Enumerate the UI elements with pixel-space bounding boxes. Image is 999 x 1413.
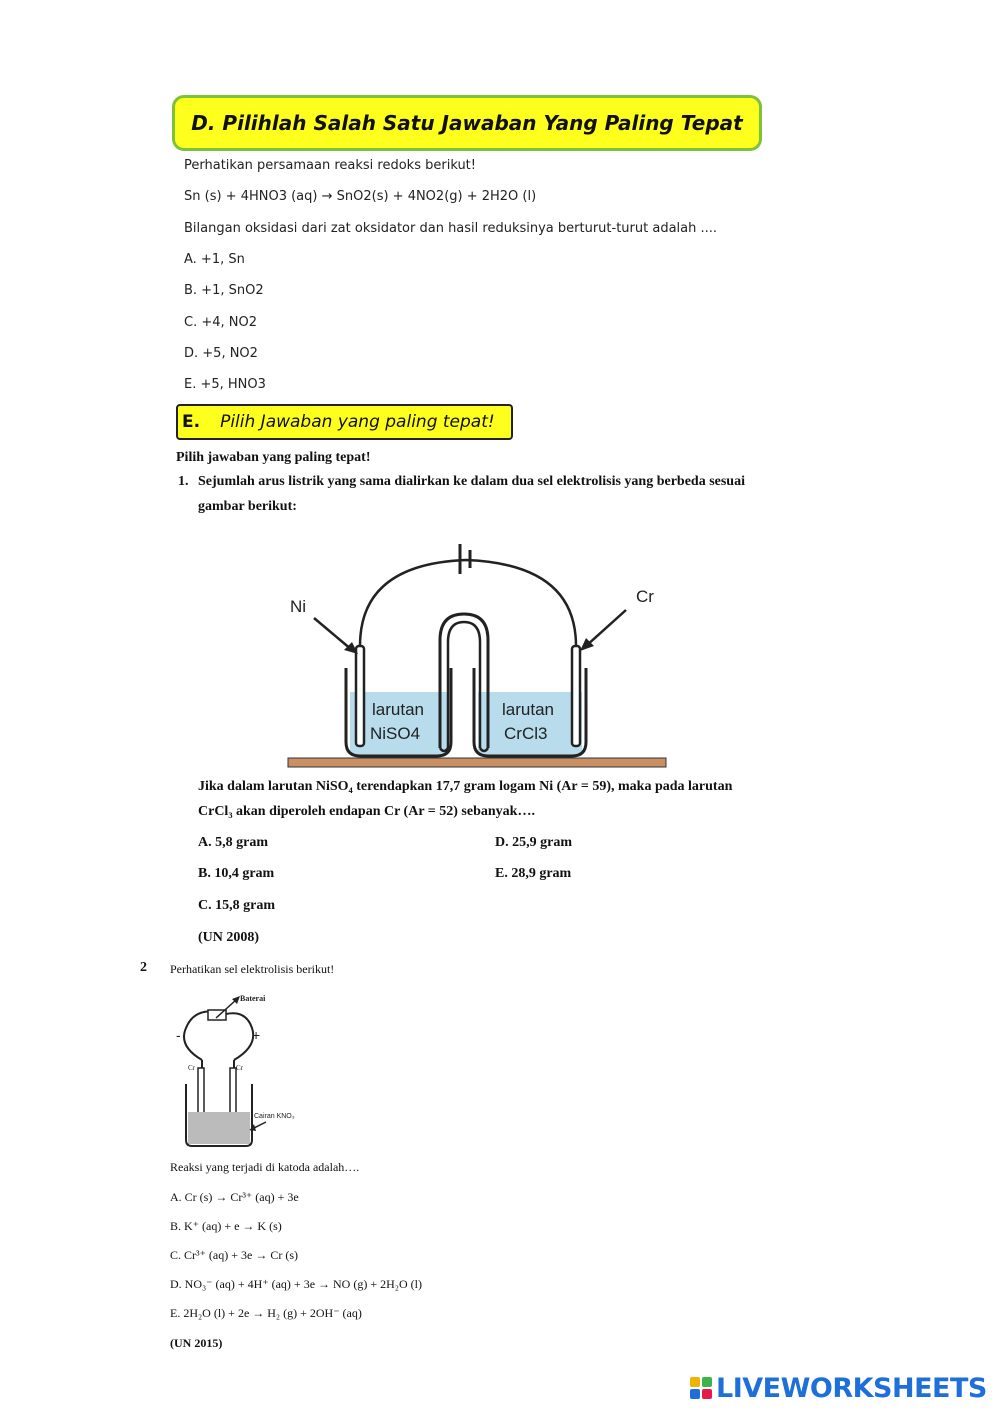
wire	[360, 560, 576, 646]
q2-option-c[interactable]: C. Cr³⁺ (aq) + 3e → Cr (s)	[170, 1248, 299, 1262]
q2-option-b[interactable]: B. K⁺ (aq) + e → K (s)	[170, 1219, 282, 1233]
logo-icon	[690, 1377, 712, 1399]
section-e-title-box	[176, 404, 513, 440]
q2-text: Perhatikan sel elektrolisis berikut!	[170, 962, 335, 976]
section-d-equation: Sn (s) + 4HNO3 (aq) → SnO2(s) + 4NO2(g) + 2H2O (l)	[184, 189, 537, 204]
section-e-subheading: Pilih jawaban yang paling tepat!	[176, 450, 371, 465]
section-d-option-c[interactable]: C. +4, NO2	[184, 315, 257, 330]
q2-question: Reaksi yang terjadi di katoda adalah….	[170, 1160, 360, 1174]
label-liquid: Cairan KNO₃	[254, 1113, 295, 1120]
q1-text-line2: gambar berikut:	[198, 499, 297, 514]
label-sol-right-2: CrCl3	[504, 724, 548, 743]
section-d-option-d[interactable]: D. +5, NO2	[184, 346, 258, 361]
label-minus: -	[176, 1027, 181, 1043]
section-e-title: Pilih Jawaban yang paling tepat!	[220, 412, 495, 432]
q2-option-a[interactable]: A. Cr (s) → Cr³⁺ (aq) + 3e	[170, 1190, 299, 1204]
label-plus: +	[252, 1027, 261, 1043]
q1-text-line4: CrCl₃ akan diperoleh endapan Cr (Ar = 52) sebanyak….	[198, 804, 535, 819]
label-sol-left-1: larutan	[372, 700, 424, 719]
label-cr-left: Cr	[188, 1064, 195, 1072]
q1-text-line1: Sejumlah arus listrik yang sama dialirkan ke dalam dua sel elektrolisis yang berbeda sesuai	[198, 474, 745, 489]
q2-source: (UN 2015)	[170, 1336, 223, 1350]
section-d-option-a[interactable]: A. +1, Sn	[184, 252, 245, 267]
label-cr-right: Cr	[236, 1064, 243, 1072]
q1-option-c[interactable]: C. 15,8 gram	[198, 898, 275, 913]
q1-option-d[interactable]: D. 25,9 gram	[495, 835, 572, 850]
label-ni: Ni	[290, 597, 307, 616]
label-cr: Cr	[636, 587, 654, 606]
label-sol-left-2: NiSO4	[370, 724, 421, 743]
section-d-title: D. Pilihlah Salah Satu Jawaban Yang Paling Tepat	[172, 95, 762, 151]
liquid-kno3	[188, 1112, 250, 1144]
section-d-option-e[interactable]: E. +5, HNO3	[184, 377, 266, 392]
q1-electrolysis-diagram	[280, 540, 680, 772]
logo-text: LIVEWORKSHEETS	[716, 1372, 987, 1404]
liveworksheets-logo	[690, 1371, 990, 1405]
section-e-letter: E.	[182, 412, 201, 432]
q1-option-e[interactable]: E. 28,9 gram	[495, 866, 572, 881]
section-d-question: Bilangan oksidasi dari zat oksidator dan hasil reduksinya berturut-turut adalah ....	[184, 221, 718, 236]
table-surface	[288, 758, 666, 767]
electrode-ni	[356, 646, 364, 746]
section-d-option-b[interactable]: B. +1, SnO2	[184, 283, 264, 298]
q1-source: (UN 2008)	[198, 930, 260, 945]
q2-number: 2	[140, 960, 147, 975]
q2-electrolysis-diagram	[172, 988, 302, 1148]
q1-text-line3: Jika dalam larutan NiSO₄ terendapkan 17,7 gram logam Ni (Ar = 59), maka pada larutan	[198, 779, 733, 794]
section-d-intro: Perhatikan persamaan reaksi redoks berikut!	[184, 158, 476, 173]
label-battery: Baterai	[240, 994, 266, 1003]
electrode-cr	[572, 646, 580, 746]
label-sol-right-1: larutan	[502, 700, 554, 719]
q1-option-a[interactable]: A. 5,8 gram	[198, 835, 268, 850]
q2-option-d[interactable]: D. NO₃⁻ (aq) + 4H⁺ (aq) + 3e → NO (g) + 2H₂O (l)	[170, 1277, 422, 1291]
q2-option-e[interactable]: E. 2H₂O (l) + 2e → H₂ (g) + 2OH⁻ (aq)	[170, 1306, 362, 1320]
q1-option-b[interactable]: B. 10,4 gram	[198, 866, 275, 881]
q1-number: 1.	[178, 474, 189, 489]
